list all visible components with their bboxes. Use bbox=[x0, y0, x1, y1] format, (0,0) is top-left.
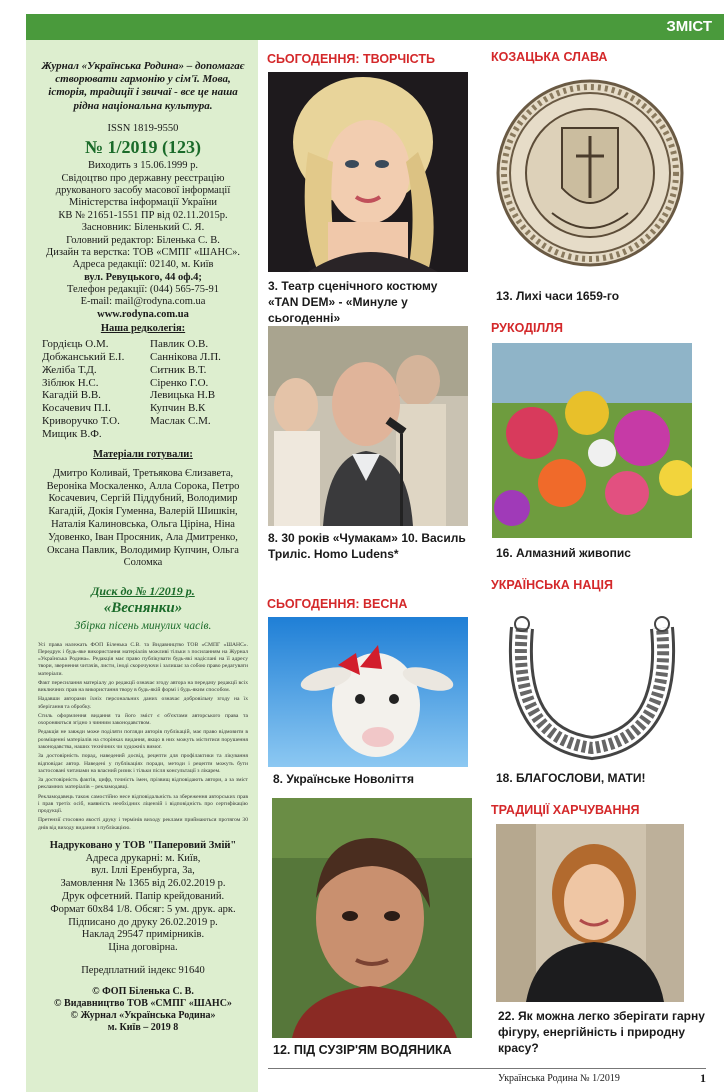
board-member: Левицька Н.В bbox=[150, 389, 216, 402]
caption-bless-mother[interactable]: 18. БЛАГОСЛОВИ, МАТИ! bbox=[496, 771, 646, 785]
board-member: Маслак С.М. bbox=[150, 415, 211, 428]
board-member: Купчин В.К bbox=[150, 402, 206, 415]
publication-info bbox=[38, 160, 248, 321]
issue-number: № 1/2019 (123) bbox=[84, 137, 202, 158]
caption-theater-costume[interactable]: 3. Театр сценічного костюму «TAN DEM» - «Минуле у сьогоденні» bbox=[268, 279, 438, 326]
print-line: Друк офсетний. Папір крейдований. bbox=[61, 891, 225, 903]
legal-paragraph: Надавши авторами їхніх персональних даних означає добровільну згоду на їх зберігання та обробку. bbox=[38, 696, 248, 710]
photo-white-goat[interactable] bbox=[268, 617, 468, 767]
board-member: Сіренко Г.О. bbox=[150, 376, 209, 389]
prepared-heading: Матеріали готували: bbox=[93, 449, 193, 461]
info-line: вул. Ревуцького, 44 оф.4; bbox=[84, 271, 202, 283]
photo-woman-portrait[interactable] bbox=[268, 72, 468, 272]
info-line: КВ № 21651-1551 ПР від 02.11.2015р. bbox=[58, 209, 228, 221]
subscription-index: Передплатний індекс 91640 bbox=[81, 965, 205, 977]
board-member: Мищик В.Ф. bbox=[42, 428, 102, 441]
top-bar bbox=[26, 14, 724, 40]
info-line: Телефон редакції: (044) 565-75-91 bbox=[67, 284, 219, 296]
copyright bbox=[38, 986, 248, 1034]
board-member: Криворучко Т.О. bbox=[42, 415, 120, 428]
print-line: Замовлення № 1365 від 26.02.2019 р. bbox=[60, 878, 226, 890]
photo-old-man-singing[interactable] bbox=[268, 326, 468, 526]
imprint-column bbox=[26, 40, 258, 1092]
board-heading: Наша редколегія: bbox=[100, 323, 186, 335]
caption-ukrainian-newyear[interactable]: 8. Українське Новоліття bbox=[273, 772, 415, 786]
legal-paragraph: Факт пересилання матеріалу до редакції означає згоду автора на передачу редакції всіх виключних прав на використання твору в будь-якій формі і будь-яким способом. bbox=[38, 679, 248, 694]
image-torc-necklace[interactable] bbox=[492, 598, 692, 766]
editorial-board bbox=[42, 338, 248, 442]
board-member: Павлик О.В. bbox=[150, 337, 209, 350]
section-heading-handicraft[interactable]: РУКОДІЛЛЯ bbox=[491, 321, 564, 335]
board-member: Добжанський Е.І. bbox=[42, 350, 125, 363]
disc-subtitle: Збірка пісень минулих часів. bbox=[74, 619, 212, 632]
info-line: Свідоцтво про державну реєстрацію bbox=[61, 172, 225, 184]
board-member bbox=[150, 428, 250, 441]
legal-paragraph: За достовірність порад, наведений досвід, рецепти для профілактики та лікування відповідає автор. Наведені у публікаціях поради, методи і рецепти можуть бути застосовані читачами на власний ризик і тільки після консультації з лікарем. bbox=[38, 753, 248, 774]
section-heading-nation[interactable]: УКРАЇНСЬКА НАЦІЯ bbox=[491, 578, 613, 592]
page-number: 1 bbox=[700, 1071, 706, 1085]
legal-paragraph: Претензії стосовно якості друку і термінів виходу реклами приймаються протягом 30 днів від виходу видання з публікацією. bbox=[38, 817, 248, 831]
info-line: Головний редактор: Біленька С. В. bbox=[66, 234, 220, 246]
legal-paragraph: За достовірність фактів, цифр, точність імен, прізвищ відповідають автори, а за зміст рекламних матеріалів – рекламодавці. bbox=[38, 777, 248, 791]
board-member: Зіблюк Н.С. bbox=[42, 376, 99, 389]
copyright-line: м. Київ – 2019 8 bbox=[107, 1021, 179, 1033]
printing-info bbox=[38, 840, 248, 955]
section-heading-cossack[interactable]: КОЗАЦЬКА СЛАВА bbox=[491, 50, 608, 64]
board-member: Кагадій В.В. bbox=[42, 389, 101, 402]
legal-paragraph: Редакція не завжди може поділяти погляди авторів публікацій, має право відмовити в розміщенні матеріалів на сторінках видання, якщо в них можуть міститися порушення законодавства, наших технічних чи художніх вимог. bbox=[38, 729, 248, 750]
section-heading-spring[interactable]: СЬОГОДЕННЯ: ВЕСНА bbox=[267, 597, 408, 611]
caption-diamond-painting[interactable]: 16. Алмазний живопис bbox=[496, 546, 631, 560]
prepared-by: Дмитро Коливай, Третьякова Єлизавета, Вероніка Москаленко, Алла Сорока, Петро Косачевич, Сергій Піддубний, Володимир Кагадій, Докія Гуменна, Валерій Шишкін, Наталія Калиновська, Ольга Ціріна, Ніна Удовенко, Іван Просяник, Ала Дмитренко, Оксана Павлик, Володимир Купчин, Ольга Соломка bbox=[46, 467, 240, 569]
caption-healthy-figure[interactable]: 22. Як можна легко зберігати гарну фігуру, енергійність і природну красу? bbox=[498, 1009, 705, 1056]
issn: ISSN 1819-9550 bbox=[107, 122, 179, 134]
legal-notice bbox=[38, 642, 248, 832]
info-line: Дизайн та верстка: ТОВ «СМПГ «ШАНС». bbox=[46, 246, 240, 258]
board-member: Гордієць О.М. bbox=[42, 337, 109, 350]
section-heading-creativity[interactable]: СЬОГОДЕННЯ: ТВОРЧІСТЬ bbox=[267, 52, 435, 66]
info-line: Засновник: Біленький С. Я. bbox=[81, 222, 205, 234]
copyright-line: © Видавництво ТОВ «СМПГ «ШАНС» bbox=[54, 997, 232, 1009]
legal-paragraph: Стиль оформлення видання та його зміст є об'єктами авторського права та охороняються згідно з чинним законодавством. bbox=[38, 712, 248, 727]
footer-journal: Українська Родина № 1/2019 bbox=[498, 1073, 620, 1084]
photo-smiling-woman[interactable] bbox=[496, 824, 684, 1002]
email-link[interactable]: E-mail: mail@rodyna.com.ua bbox=[80, 296, 206, 308]
print-line: Адреса друкарні: м. Київ, bbox=[85, 852, 201, 864]
journal-intro: Журнал «Українська Родина» – допомагає створювати гармонію у сім'ї. Мова, історія, традиції і звичаї - все це наша рідна національна культура. bbox=[41, 60, 245, 112]
print-line: вул. Іллі Еренбурга, 3а, bbox=[91, 865, 195, 877]
board-member: Саннікова Л.П. bbox=[150, 350, 221, 363]
info-line: Міністерства інформації України bbox=[69, 197, 217, 209]
section-heading-food[interactable]: ТРАДИЦІЇ ХАРЧУВАННЯ bbox=[491, 803, 640, 817]
info-line: друкованого засобу масової інформації bbox=[55, 185, 231, 197]
board-member: Ситник В.Т. bbox=[150, 363, 207, 376]
caption-hard-times[interactable]: 13. Лихі часи 1659-го bbox=[496, 289, 620, 303]
footer-rule bbox=[268, 1068, 706, 1069]
print-line: Формат 60х84 1/8. Обсяг: 5 ум. друк. арк. bbox=[50, 903, 236, 915]
board-member: Косачевич П.І. bbox=[42, 402, 111, 415]
copyright-line: © ФОП Біленька С. В. bbox=[92, 985, 194, 997]
section-label: ЗМІСТ bbox=[666, 18, 712, 35]
legal-paragraph: Рекламодавець також самостійно несе відповідальність за збереження авторських прав і прав третіх осіб, наявність необхідних ліцензій і відповідність про сертифікацію продукції. bbox=[38, 793, 248, 815]
caption-vodyanyk[interactable]: 12. ПІД СУЗІР'ЯМ ВОДЯНИКА bbox=[273, 1043, 452, 1057]
print-line: Ціна договірна. bbox=[108, 942, 178, 954]
image-diamond-painting[interactable] bbox=[492, 343, 692, 538]
info-line: Адреса редакції: 02140, м. Київ bbox=[72, 259, 214, 271]
disc-label: Диск до № 1/2019 р. bbox=[91, 584, 195, 599]
board-member: Желіба Т.Д. bbox=[42, 363, 97, 376]
print-line: Підписано до друку 26.02.2019 р. bbox=[68, 916, 218, 928]
photo-man-portrait[interactable] bbox=[272, 798, 472, 1038]
print-line: Надруковано у ТОВ "Паперовий Змій" bbox=[49, 839, 237, 851]
image-cossack-seal[interactable] bbox=[492, 68, 688, 282]
caption-chumaky[interactable]: 8. 30 років «Чумакам» 10. Василь Триліс. Homo Ludens* bbox=[268, 531, 466, 562]
copyright-line: © Журнал «Українська Родина» bbox=[70, 1009, 216, 1021]
print-line: Наклад 29547 примірників. bbox=[81, 929, 205, 941]
website-link[interactable]: www.rodyna.com.ua bbox=[97, 308, 189, 320]
legal-paragraph: Усі права належать ФОП Біленька С.В. та Видавництво ТОВ «СМПГ «ШАНС». Передрук і будь-яке використання матеріалів можливі тільки з посиланням на Журнал «Українська Родина». Редакція має право публікувати будь-які надіслані на її адресу твори, звернення читачів, листи, іноді скорочуючи і залишає за собою право редагувати матеріали. bbox=[38, 641, 248, 677]
info-line: Виходить з 15.06.1999 р. bbox=[88, 160, 198, 172]
disc-title: «Веснянки» bbox=[103, 600, 183, 617]
